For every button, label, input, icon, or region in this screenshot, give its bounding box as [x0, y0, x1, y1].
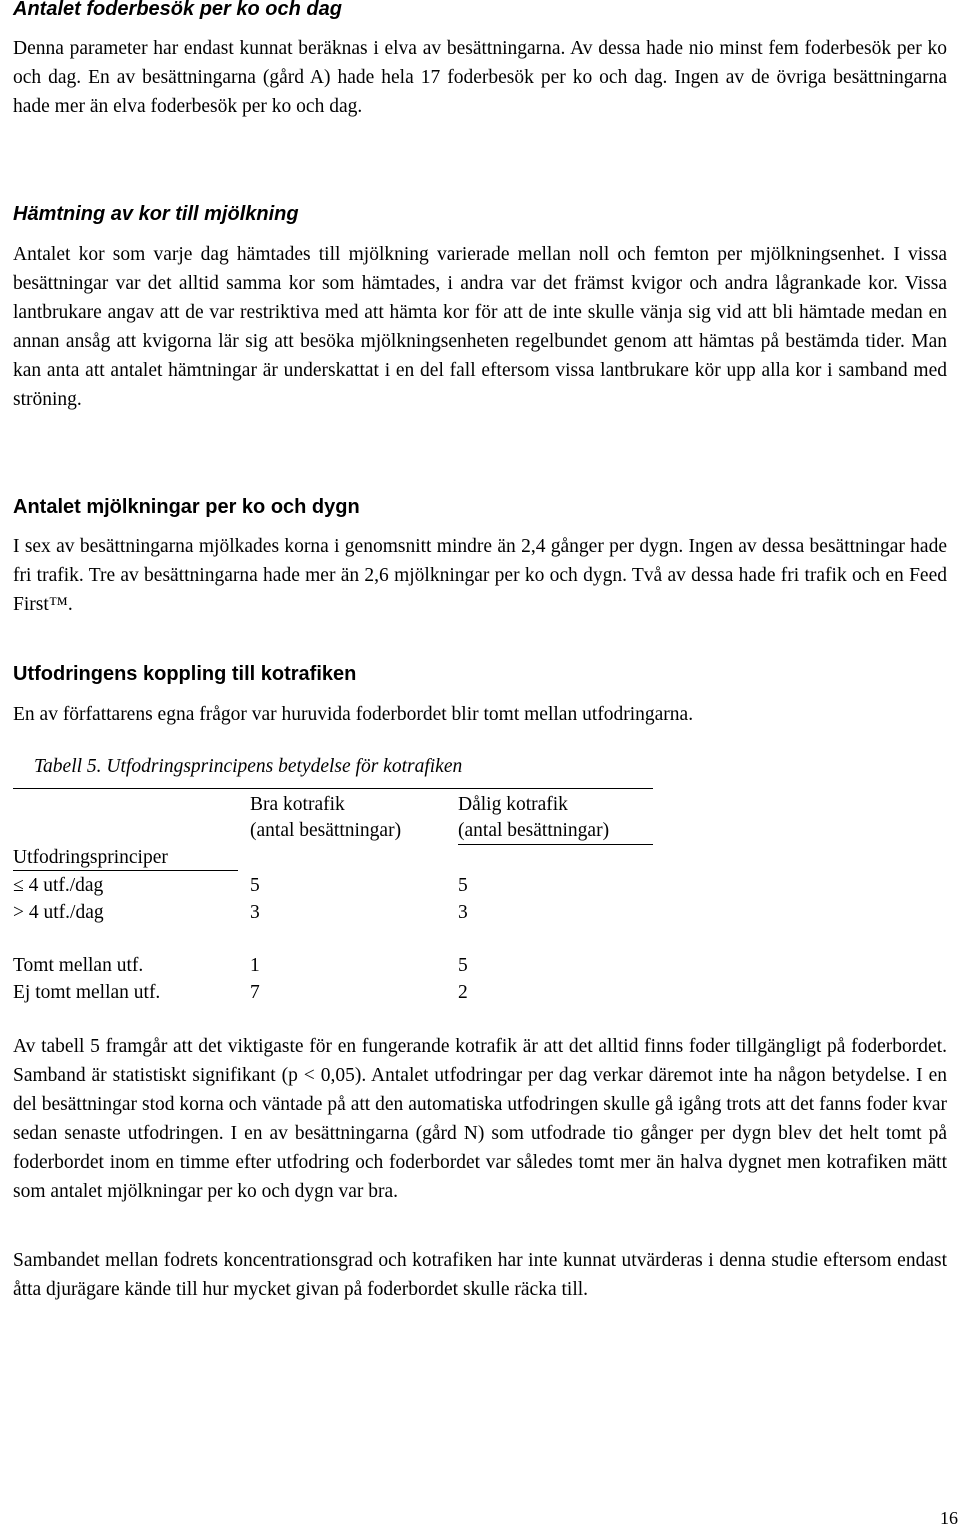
table-cell-good: 5 [250, 875, 260, 896]
table-cell-bad: 2 [458, 982, 468, 1003]
col-header-bad-title: Dålig kotrafik [458, 794, 568, 815]
heading-utfodring: Utfodringens koppling till kotrafiken [13, 663, 357, 685]
heading-hamtning: Hämtning av kor till mjölkning [13, 203, 299, 225]
paragraph-koncentrationsgrad: Sambandet mellan fodrets koncentrationsgrad och kotrafiken har inte kunnat utvärderas i denna studie eftersom endast åtta djurägare kände till hur mycket givan på foderbordet skulle räcka till. [13, 1250, 947, 1300]
table-cell-good: 1 [250, 955, 260, 976]
col-header-good-unit: (antal besättningar) [250, 820, 402, 841]
table-header-rule [458, 844, 653, 845]
table-caption: Tabell 5. Utfodringsprincipens betydelse för kotrafiken [34, 756, 463, 777]
paragraph-foderbesok: Denna parameter har endast kunnat beräknas i elva av besättningarna. Av dessa hade nio minst fem foderbesök per ko och dag. En av besättningarna (gård A) hade hela 17 foderbesök per ko och dag. Ingen av de övriga besättningarna hade mer än elva foderbesök per ko och dag. [13, 38, 947, 117]
heading-foderbesok: Antalet foderbesök per ko och dag [13, 0, 342, 20]
table-cell-good: 3 [250, 902, 260, 923]
paragraph-hamtning: Antalet kor som varje dag hämtades till mjölkning varierade mellan noll och femton per mjölkningsenhet. I vissa besättningar var det alltid samma kor som hämtades, i andra var det främst kvigor och andra lågrankade kor. Vissa lantbrukare angav att de var restriktiva med att hämta kor för att de inte skulle vänja sig vid att bli hämtade medan en annan ansåg att kvigorna lär sig att besöka mjölkningsenheten regelbundet genom att hämtas på bestämda tider. Man kan anta att antalet hämtningar är underskattat i en del fall eftersom vissa lantbrukare kör upp alla kor i samband med ströning. [13, 244, 947, 410]
table-row-header-rule [13, 870, 238, 871]
table-cell-bad: 5 [458, 955, 468, 976]
table-row-label: > 4 utf./dag [13, 902, 104, 923]
table-top-rule [13, 788, 653, 789]
paragraph-utfodring: En av författarens egna frågor var huruvida foderbordet blir tomt mellan utfodringarna. [13, 704, 694, 725]
table-cell-good: 7 [250, 982, 260, 1003]
paragraph-tabell-slutsats: Av tabell 5 framgår att det viktigaste för en fungerande kotrafik är att det alltid finns foder tillgängligt på foderbordet. Samband är statistiskt signifikant (p < 0,05). Antalet utfodringar per dag verkar däremot inte ha någon betydelse. I en del besättningar stod korna och väntade på att den automatiska utfodringen skulle gå igång trots att det fanns foder kvar sedan senaste utfodringen. I en av besättningarna (gård N) som utfodrade tio gånger per dygn blev det helt tomt på foderbordet inom en timme efter utfodring och foderbordet var således tomt mer än halva dygnet men kotrafiken mätt som antalet mjölkningar per ko och dygn var bra. [13, 1036, 947, 1202]
table-row-label: Ej tomt mellan utf. [13, 982, 161, 1003]
table-row-label: Tomt mellan utf. [13, 955, 144, 976]
page-number: 16 [940, 1508, 958, 1528]
col-header-good-title: Bra kotrafik [250, 794, 345, 815]
table-row-label: ≤ 4 utf./dag [13, 875, 104, 896]
paragraph-mjolkningar: I sex av besättningarna mjölkades korna i genomsnitt mindre än 2,4 gånger per dygn. Ingen av dessa besättningar hade fri trafik. Tre av besättningarna hade mer än 2,6 mjölkningar per ko och dygn. Två av dessa hade fri trafik och en Feed First™. [13, 536, 947, 615]
heading-mjolkningar: Antalet mjölkningar per ko och dygn [13, 496, 360, 518]
table-cell-bad: 5 [458, 875, 468, 896]
table-cell-bad: 3 [458, 902, 468, 923]
row-header-label: Utfodringsprinciper [13, 847, 168, 868]
col-header-bad-unit: (antal besättningar) [458, 820, 610, 841]
